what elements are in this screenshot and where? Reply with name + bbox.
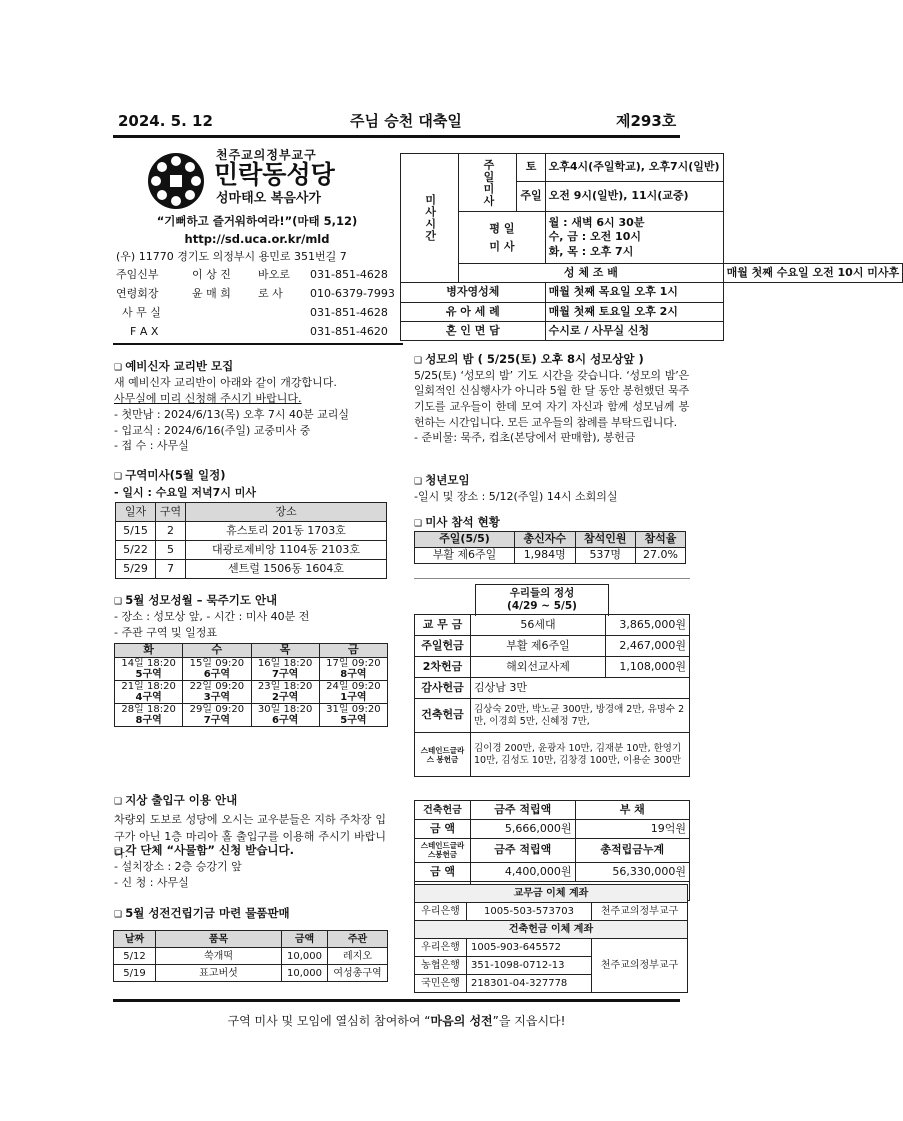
parish-name: 민락동성당 [214, 160, 335, 189]
contact-row [116, 306, 398, 325]
table-header: 날짜 [114, 931, 156, 948]
attendance-section [414, 515, 689, 531]
contact-row [116, 287, 398, 306]
fund-table: 건축헌금 금주 적립액 부 채 금 액 5,666,000원 19억원 스테인드글라스봉헌금 금주 적립액 총적립금누계 금 액 4,400,000원 56,330,000원 [414, 800, 690, 901]
table-row: 주일헌금 부활 제6주일 2,467,000원 [415, 636, 690, 657]
footer-text: ”을 지읍시다! [492, 1014, 566, 1028]
contact-phone: 031-851-4628 [310, 268, 388, 281]
contact-row [116, 268, 398, 287]
sale-section [114, 906, 386, 922]
locker-item: - 신 청 : 사무실 [114, 875, 189, 889]
rosary-line: - 주관 구역 및 일정표 [114, 625, 217, 639]
mass-row-label: 혼 인 면 담 [401, 321, 546, 340]
table-header: 주일(5/5) [415, 532, 515, 548]
parish-logo-icon [147, 152, 205, 210]
mary-night-title: ❑ 성모의 밤 ( 5/25(토) 오후 8시 성모상앞 ) [414, 352, 689, 368]
table-header: 참석율 [636, 532, 686, 548]
contact-phone: 031-851-4628 [310, 306, 388, 319]
mass-row-label: 병자영성체 [401, 283, 546, 302]
contact-extra: 바오로 [258, 268, 290, 281]
mass-row-value: 매월 첫째 토요일 오후 2시 [545, 302, 723, 321]
mary-night-prep: - 준비물: 묵주, 컵초(본당에서 판매함), 봉헌금 [414, 431, 636, 445]
weekday-time: 월 : 새벽 6시 30분 [548, 216, 645, 230]
sunday-mass-label: 주일미사 [459, 154, 517, 212]
catechumen-title: ❑ 예비신자 교리반 모집 [114, 359, 386, 375]
contact-role: 주임신부 [116, 268, 159, 281]
weekday-time: 화, 목 : 오후 7시 [548, 244, 634, 258]
table-row: 2차헌금 해외선교사제 1,108,000원 [415, 657, 690, 678]
table-header: 장소 [186, 503, 387, 522]
parish-url[interactable]: http://sd.uca.or.kr/mld [184, 232, 330, 246]
account-title: 건축헌금 이체 계좌 [415, 921, 688, 939]
table-row: 감사헌금 김상남 3만 [415, 678, 690, 699]
locker-title: ❑ 각 단체 “사물함” 신청 받습니다. [114, 843, 386, 859]
entrance-title: ❑ 지상 출입구 이용 안내 [114, 793, 386, 809]
mass-row-value: 수시로 / 사무실 신청 [545, 321, 723, 340]
contact-phone: 010-6379-7993 [310, 287, 395, 300]
table-header: 총신자수 [515, 532, 576, 548]
weekday-time: 수, 금 : 오전 10시 [548, 230, 641, 244]
parish-patron: 성마태오 복음사가 [216, 191, 321, 206]
catechumen-section [114, 359, 386, 454]
table-header: 구역 [156, 503, 186, 522]
table-header: 참석인원 [575, 532, 636, 548]
section-divider [113, 343, 403, 345]
mass-row-label: 성 체 조 배 [459, 264, 723, 283]
issue-number: 제293호 [616, 112, 677, 130]
table-row: 28일 18:20 8구역 29일 09:20 7구역 30일 18:20 6구역 31일 09:20 5구역 [115, 704, 388, 727]
youth-section [414, 473, 689, 505]
table-row: 5/12 쑥개떡 10,000 레지오 [114, 948, 388, 965]
footer-bold: 마음의 성전 [430, 1014, 493, 1028]
table-header: 금액 [282, 931, 328, 948]
table-row: 부활 제6주일 1,984명 537명 27.0% [415, 548, 686, 564]
mass-row-value: 매월 첫째 수요일 오전 10시 미사후 [723, 264, 903, 283]
table-header: 금 [319, 644, 387, 658]
sat-label: 토 [517, 154, 545, 182]
table-row: 금 액 5,666,000원 19억원 [415, 820, 690, 839]
table-row: 14일 18:20 5구역 15일 09:20 6구역 16일 18:20 7구역 17일 09:20 8구역 [115, 658, 388, 681]
sale-table [113, 930, 388, 982]
catechumen-line: 새 예비신자 교리반이 아래와 같이 개강합니다. [114, 375, 337, 389]
catechumen-item: - 접 수 : 사무실 [114, 439, 189, 453]
table-row: 5/22 5 대광로제비앙 1104동 2103호 [116, 541, 387, 560]
catechumen-item: - 첫만남 : 2024/6/13(목) 오후 7시 40분 교리실 [114, 407, 350, 421]
sun-label: 주일 [517, 182, 545, 212]
mass-side-label: 미사시간 [401, 154, 459, 283]
contact-name: 이 상 진 [192, 268, 231, 281]
youth-title: ❑ 청년모임 [414, 473, 689, 489]
rosary-line: - 장소 : 성모상 앞, - 시간 : 미사 40분 전 [114, 609, 310, 623]
table-row: 스테인드글라스 봉헌금 김이경 200만, 윤광자 10만, 김재분 10만, 한영기 10만, 김성도 10만, 김창경 100만, 이용순 300만 [415, 733, 690, 777]
rosary-section [114, 593, 386, 641]
district-mass-title: ❑ 구역미사(5월 일정) [114, 468, 386, 484]
catechumen-line: 사무실에 미리 신청해 주시기 바랍니다. [114, 391, 302, 405]
district-mass-table [115, 502, 387, 579]
offering-title: 우리들의 정성 [509, 587, 575, 599]
mass-row-value: 매월 첫째 목요일 오후 1시 [545, 283, 723, 302]
rosary-title: ❑ 5월 성모성월 – 묵주기도 안내 [114, 593, 386, 609]
table-row: 건축헌금 김상숙 20만, 박노균 300만, 방경애 2만, 유명수 2만, 이경희 5만, 신혜정 7만, [415, 699, 690, 733]
bulletin-header [118, 112, 678, 134]
mass-schedule-table [400, 153, 903, 341]
table-header: 일자 [116, 503, 156, 522]
contact-role: 사 무 실 [122, 306, 161, 319]
offering-period: (4/29 ~ 5/5) [507, 600, 577, 613]
youth-text: -일시 및 장소 : 5/12(주일) 14시 소회의실 [414, 489, 618, 503]
contact-role: 연령회장 [116, 287, 159, 300]
table-row: 5/29 7 센트럴 1506동 1604호 [116, 560, 387, 579]
account-title: 교무금 이체 계좌 [415, 885, 688, 903]
district-mass-subtitle: - 일시 : 수요일 저녁7시 미사 [114, 485, 257, 499]
weekday-label: 평 일 미 사 [459, 212, 545, 264]
attendance-table [414, 531, 686, 564]
sun-time: 오전 9시(일반), 11시(교중) [545, 182, 723, 212]
attendance-title: ❑ 미사 참석 현황 [414, 515, 689, 531]
table-header: 화 [115, 644, 183, 658]
offering-table [414, 614, 690, 777]
entrance-text: 차량외 도보로 성당에 오시는 교우분들은 지하 주차장 입구가 아닌 1층 마리아 홀 출입구를 이용해 주시기 바랍니다. [114, 812, 386, 860]
mary-night-section [414, 352, 689, 446]
district-mass-section [114, 468, 386, 500]
offering-top-rule [414, 578, 690, 579]
diocese-name: 천주교의정부교구 [216, 148, 317, 162]
table-row: 5/15 2 휴스토리 201동 1703호 [116, 522, 387, 541]
header-divider [113, 135, 680, 138]
table-row: 농협은행 351-1098-0712-13 [415, 957, 688, 975]
footer-divider [113, 999, 680, 1002]
table-row: 우리은행 1005-903-645572 천주교의정부교구 [415, 939, 688, 957]
bank-account-table [414, 884, 688, 993]
parish-address: (우) 11770 경기도 의정부시 용민로 351번길 7 [116, 250, 347, 263]
sat-time: 오후4시(주일학교), 오후7시(일반) [545, 154, 723, 182]
table-row: 금 액 4,400,000원 56,330,000원 [415, 863, 690, 882]
table-row: 5/19 표고버섯 10,000 여성총구역 [114, 965, 388, 982]
catechumen-item: - 입교식 : 2024/6/16(주일) 교중미사 중 [114, 423, 311, 437]
table-header: 품목 [156, 931, 282, 948]
mass-row-label: 유 아 세 례 [401, 302, 546, 321]
table-header: 목 [251, 644, 319, 658]
feast-title: 주님 승천 대축일 [350, 112, 462, 130]
table-row: 교 무 금 56세대 3,865,000원 [415, 615, 690, 636]
rosary-schedule-table [114, 643, 388, 727]
mary-night-text: 5/25(토) ‘성모의 밤’ 기도 시간을 갖습니다. ‘성모의 밤’은 일회적인 신심행사가 아니라 5월 한 달 동안 봉헌했던 묵주기도를 교우들이 한데 모여 자기 자신과 함께 성모님께 봉헌하는 시간입니다. 모든 교우들의 참례를 부탁드립니다. [414, 368, 689, 429]
table-row: 우리은행 1005-503-573703 천주교의정부교구 [415, 903, 688, 921]
contact-phone: 031-851-4620 [310, 325, 388, 338]
bible-quote: “기뻐하고 즐거워하여라!”(마태 5,12) [156, 214, 358, 228]
sale-title: ❑ 5월 성전건립기금 마련 물품판매 [114, 906, 386, 922]
contact-extra: 로 사 [258, 287, 283, 300]
table-header: 주관 [328, 931, 388, 948]
contact-list [116, 268, 398, 344]
locker-section [114, 843, 386, 891]
contact-role: F A X [130, 325, 159, 338]
table-row: 21일 18:20 4구역 22일 09:20 3구역 23일 18:20 2구역 24일 09:20 1구역 [115, 681, 388, 704]
contact-name: 윤 매 희 [192, 287, 231, 300]
locker-item: - 설치장소 : 2층 승강기 앞 [114, 859, 242, 873]
table-header: 수 [183, 644, 251, 658]
offering-header [475, 584, 609, 616]
table-row: 국민은행 218301-04-327778 [415, 975, 688, 993]
footer-slogan [113, 1014, 680, 1030]
footer-text: 구역 미사 및 모임에 열심히 참여하여 “ [227, 1014, 431, 1028]
issue-date: 2024. 5. 12 [118, 112, 213, 130]
contact-row [116, 325, 398, 344]
